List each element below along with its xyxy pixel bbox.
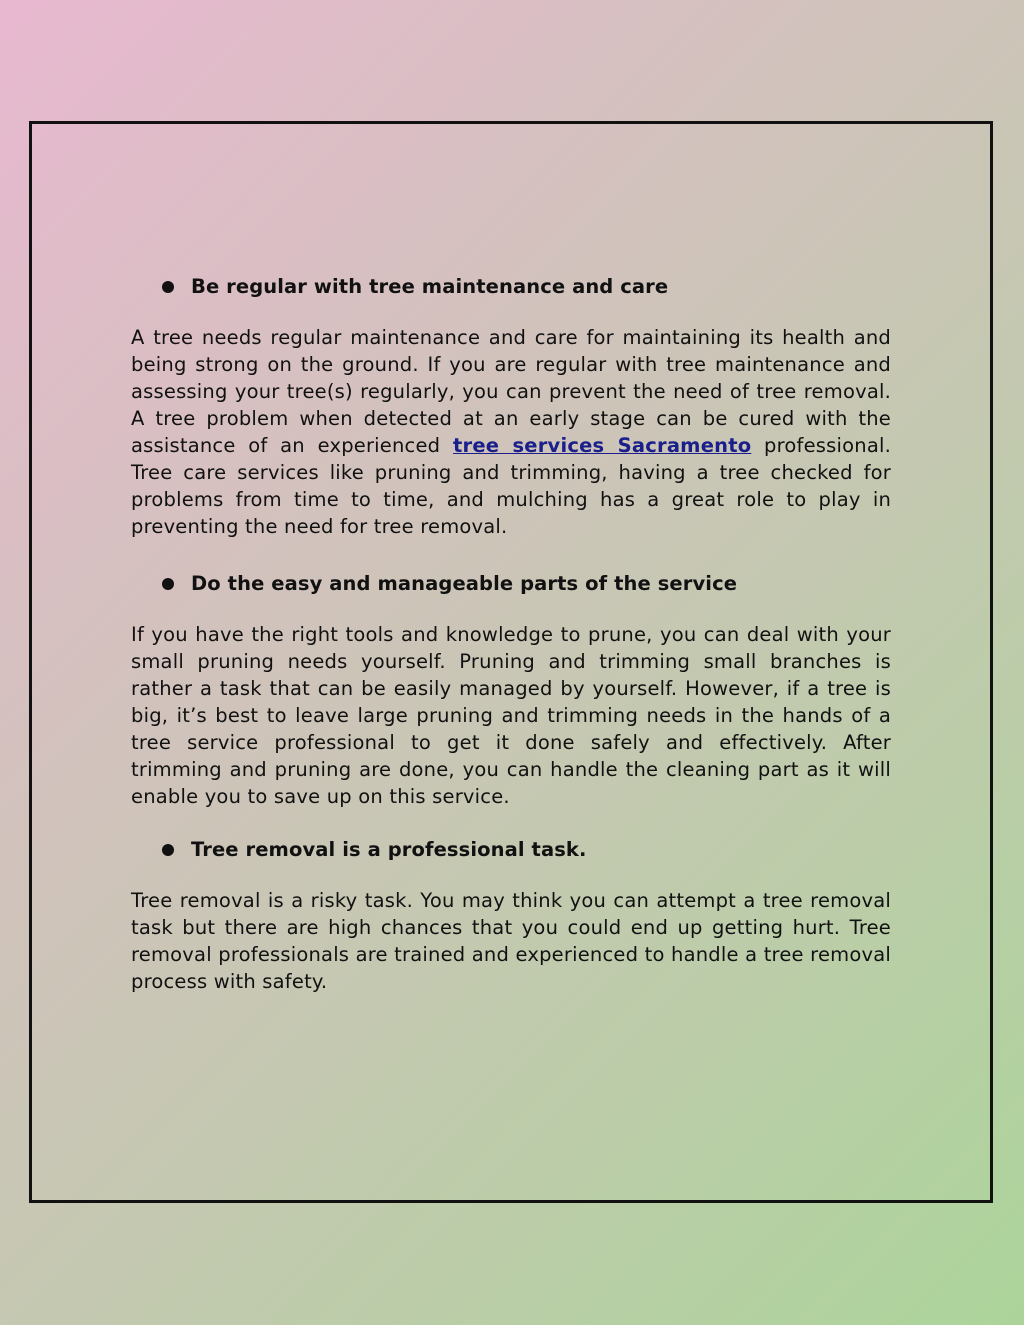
paragraph-maintenance: [131, 324, 891, 540]
paragraph-text-after-link: professional. Tree care services like pruning and trimming, having a tree checked for problems from time to time, and mulching has a great role to play in preventing the need for tree removal.: [131, 434, 892, 538]
section-heading-professional-task: [131, 833, 891, 867]
bullet-icon: [162, 281, 174, 293]
heading-text: Be regular with tree maintenance and care: [191, 275, 669, 298]
paragraph-text-before-link: A tree needs regular maintenance and care for maintaining its health and being strong on the ground. If you are regular with tree maintenance and assessing your tree(s) regularly, you can prevent the need of tree removal. A tree problem when detected at an early stage can be cured with the assistance of an experienced: [131, 326, 891, 457]
section-heading-easy-parts: [131, 567, 891, 601]
bullet-icon: [162, 844, 174, 856]
document-content: [131, 270, 891, 995]
section-heading-maintenance: [131, 270, 891, 304]
bullet-icon: [162, 578, 174, 590]
heading-text: Do the easy and manageable parts of the service: [191, 572, 738, 595]
heading-text: Tree removal is a professional task.: [191, 838, 587, 861]
paragraph-easy-parts: If you have the right tools and knowledge to prune, you can deal with your small pruning needs yourself. Pruning and trimming small branches is rather a task that can be easily managed by yourself. However, if a tree is big, it’s best to leave large pruning and trimming needs in the hands of a tree service professional to get it done safely and effectively. After trimming and pruning are done, you can handle the cleaning part as it will enable you to save up on this service.: [131, 623, 891, 808]
tree-services-sacramento-link[interactable]: tree services Sacramento: [452, 434, 752, 457]
paragraph-professional-task: Tree removal is a risky task. You may think you can attempt a tree removal task but there are high chances that you could end up getting hurt. Tree removal professionals are trained and experienced to handle a tree removal process with safety.: [131, 889, 891, 993]
